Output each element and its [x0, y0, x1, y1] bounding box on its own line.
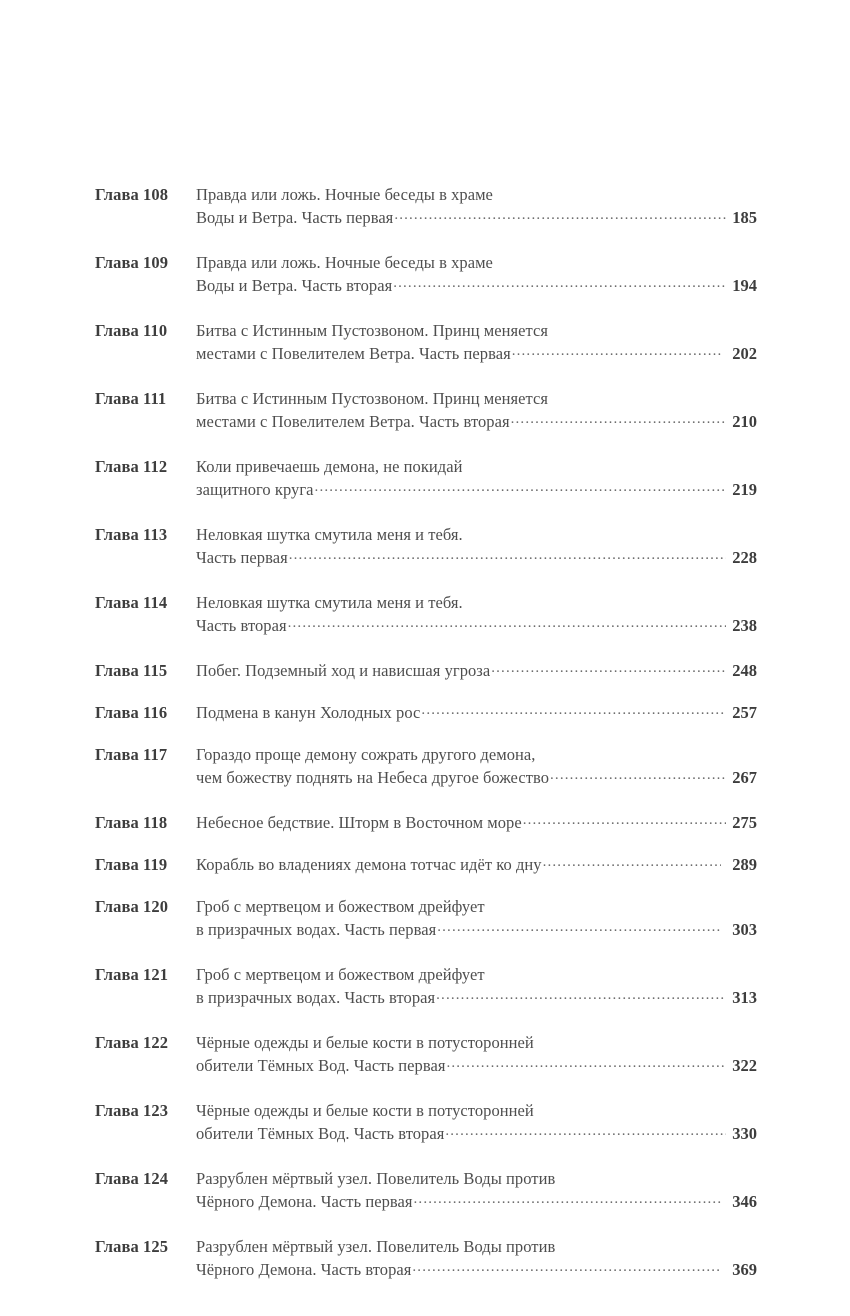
chapter-title-leader-line: [196, 918, 757, 941]
dot-leader: [394, 207, 726, 224]
chapter-title: [196, 591, 757, 637]
dot-leader: [412, 1259, 721, 1276]
page-number: 202: [732, 344, 757, 363]
toc-entry[interactable]: [95, 591, 757, 637]
chapter-title-line: Воды и Ветра. Часть вторая: [196, 276, 393, 295]
chapter-title: [196, 743, 757, 789]
chapter-title-line: Неловкая шутка смутила меня и тебя.: [196, 593, 463, 612]
toc-entry[interactable]: [95, 523, 757, 569]
dot-leader: [446, 1055, 726, 1072]
page-number: 257: [732, 703, 757, 722]
chapter-title-line: Коли привечаешь демона, не покидай: [196, 457, 463, 476]
chapter-title: [196, 659, 757, 682]
chapter-title-leader-line: [196, 1258, 757, 1281]
chapter-label: Глава 109: [95, 253, 169, 272]
chapter-title: [196, 455, 757, 501]
chapter-label: Глава 116: [95, 703, 168, 722]
chapter-title-leader-line: [196, 546, 757, 569]
chapter-title-line: Подмена в канун Холодных рос: [196, 703, 421, 722]
toc-entry[interactable]: [95, 455, 757, 501]
chapter-label: Глава 120: [95, 897, 169, 916]
toc-entry[interactable]: [95, 811, 757, 834]
dot-leader: [445, 1123, 726, 1140]
toc-entry[interactable]: [95, 701, 757, 724]
dot-leader: [511, 411, 726, 428]
chapter-title: [196, 963, 757, 1009]
page-number: 185: [732, 208, 757, 227]
dot-leader: [543, 854, 721, 871]
chapter-title-line: Чёрные одежды и белые кости в потусторонней: [196, 1101, 534, 1120]
chapter-title-leader-line: [196, 701, 757, 724]
chapter-label: Глава 124: [95, 1169, 169, 1188]
dot-leader: [414, 1191, 721, 1208]
toc-entry[interactable]: [95, 1235, 757, 1281]
chapter-title-line: в призрачных водах. Часть вторая: [196, 988, 436, 1007]
chapter-title: [196, 895, 757, 941]
chapter-title-line: Разрублен мёртвый узел. Повелитель Воды против: [196, 1237, 556, 1256]
chapter-label: Глава 108: [95, 185, 169, 204]
chapter-title: [196, 811, 757, 834]
dot-leader: [491, 660, 726, 677]
toc-entry[interactable]: [95, 963, 757, 1009]
dot-leader: [437, 919, 721, 936]
chapter-title-line: Небесное бедствие. Шторм в Восточном море: [196, 813, 522, 832]
chapter-title: [196, 387, 757, 433]
chapter-title: [196, 1167, 757, 1213]
toc-entry[interactable]: [95, 319, 757, 365]
dot-leader: [550, 767, 726, 784]
chapter-title-leader-line: [196, 478, 757, 501]
chapter-title: [196, 701, 757, 724]
chapter-title: [196, 853, 757, 876]
chapter-title-leader-line: [196, 614, 757, 637]
page-number: 228: [732, 548, 757, 567]
chapter-title-leader-line: [196, 1190, 757, 1213]
dot-leader: [523, 812, 726, 829]
page-number: 369: [732, 1260, 757, 1279]
chapter-title-leader-line: [196, 206, 757, 229]
chapter-label: Глава 123: [95, 1101, 169, 1120]
page-number: 210: [732, 412, 757, 431]
toc-entry[interactable]: [95, 1167, 757, 1213]
toc-entry[interactable]: [95, 743, 757, 789]
chapter-title-line: Правда или ложь. Ночные беседы в храме: [196, 185, 493, 204]
chapter-title-line: Неловкая шутка смутила меня и тебя.: [196, 525, 463, 544]
chapter-title-leader-line: [196, 410, 757, 433]
page-number: 238: [732, 616, 757, 635]
chapter-title-leader-line: [196, 853, 757, 876]
chapter-title-line: Корабль во владениях демона тотчас идёт ко дну: [196, 855, 542, 874]
chapter-label: Глава 125: [95, 1237, 169, 1256]
chapter-title-line: обители Тёмных Вод. Часть первая: [196, 1056, 446, 1075]
page-number: 194: [732, 276, 757, 295]
chapter-title-line: Разрублен мёртвый узел. Повелитель Воды против: [196, 1169, 556, 1188]
chapter-label: Глава 118: [95, 813, 168, 832]
chapter-label: Глава 112: [95, 457, 168, 476]
chapter-title-line: Чёрного Демона. Часть первая: [196, 1192, 413, 1211]
chapter-title-line: чем божеству поднять на Небеса другое божество: [196, 768, 550, 787]
chapter-title-line: Часть вторая: [196, 616, 287, 635]
chapter-title-line: в призрачных водах. Часть первая: [196, 920, 437, 939]
chapter-title-line: Воды и Ветра. Часть первая: [196, 208, 394, 227]
page-number: 322: [732, 1056, 757, 1075]
chapter-title-leader-line: [196, 1054, 757, 1077]
toc-entry[interactable]: [95, 251, 757, 297]
chapter-title: [196, 1099, 757, 1145]
chapter-title-leader-line: [196, 1122, 757, 1145]
dot-leader: [289, 547, 726, 564]
chapter-title-line: Битва с Истинным Пустозвоном. Принц меняется: [196, 389, 549, 408]
chapter-label: Глава 113: [95, 525, 168, 544]
chapter-title: [196, 319, 757, 365]
page-number: 275: [732, 813, 757, 832]
dot-leader: [288, 615, 726, 632]
page-number: 346: [732, 1192, 757, 1211]
chapter-label: Глава 115: [95, 661, 168, 680]
chapter-title: [196, 1235, 757, 1281]
chapter-title-line: Гроб с мертвецом и божеством дрейфует: [196, 965, 485, 984]
chapter-label: Глава 121: [95, 965, 169, 984]
dot-leader: [436, 987, 726, 1004]
toc-entry[interactable]: [95, 1031, 757, 1077]
chapter-title-line: Битва с Истинным Пустозвоном. Принц меняется: [196, 321, 549, 340]
page-number: 303: [732, 920, 757, 939]
chapter-title-leader-line: [196, 986, 757, 1009]
dot-leader: [315, 479, 726, 496]
chapter-title-leader-line: [196, 659, 757, 682]
chapter-title: [196, 183, 757, 229]
toc-entry[interactable]: [95, 387, 757, 433]
dot-leader: [512, 343, 721, 360]
page-number: 248: [732, 661, 757, 680]
chapter-title-line: местами с Повелителем Ветра. Часть вторая: [196, 412, 510, 431]
chapter-title: [196, 251, 757, 297]
chapter-title-leader-line: [196, 811, 757, 834]
chapter-title-leader-line: [196, 274, 757, 297]
table-of-contents: [95, 183, 757, 1281]
chapter-title-line: Побег. Подземный ход и нависшая угроза: [196, 661, 491, 680]
chapter-title-line: Гроб с мертвецом и божеством дрейфует: [196, 897, 485, 916]
toc-entry[interactable]: [95, 183, 757, 229]
dot-leader: [421, 702, 726, 719]
chapter-label: Глава 110: [95, 321, 168, 340]
chapter-title: [196, 1031, 757, 1077]
chapter-title-line: Часть первая: [196, 548, 288, 567]
chapter-title-line: Чёрные одежды и белые кости в потусторонней: [196, 1033, 534, 1052]
chapter-title: [196, 523, 757, 569]
toc-entry[interactable]: [95, 1099, 757, 1145]
page-number: 289: [732, 855, 757, 874]
chapter-label: Глава 119: [95, 855, 168, 874]
chapter-title-line: местами с Повелителем Ветра. Часть первая: [196, 344, 511, 363]
chapter-title-leader-line: [196, 766, 757, 789]
chapter-label: Глава 117: [95, 745, 168, 764]
chapter-title-line: Правда или ложь. Ночные беседы в храме: [196, 253, 493, 272]
dot-leader: [393, 275, 726, 292]
page-number: 313: [732, 988, 757, 1007]
toc-entry[interactable]: [95, 853, 757, 876]
page-number: 219: [732, 480, 757, 499]
toc-entry[interactable]: [95, 659, 757, 682]
toc-entry[interactable]: [95, 895, 757, 941]
chapter-title-line: Чёрного Демона. Часть вторая: [196, 1260, 412, 1279]
page-number: 267: [732, 768, 757, 787]
chapter-title-line: обители Тёмных Вод. Часть вторая: [196, 1124, 445, 1143]
page-number: 330: [732, 1124, 757, 1143]
chapter-title-line: Гораздо проще демону сожрать другого демона,: [196, 745, 536, 764]
chapter-label: Глава 111: [95, 389, 167, 408]
chapter-title-leader-line: [196, 342, 757, 365]
chapter-label: Глава 122: [95, 1033, 169, 1052]
chapter-label: Глава 114: [95, 593, 168, 612]
chapter-title-line: защитного круга: [196, 480, 314, 499]
